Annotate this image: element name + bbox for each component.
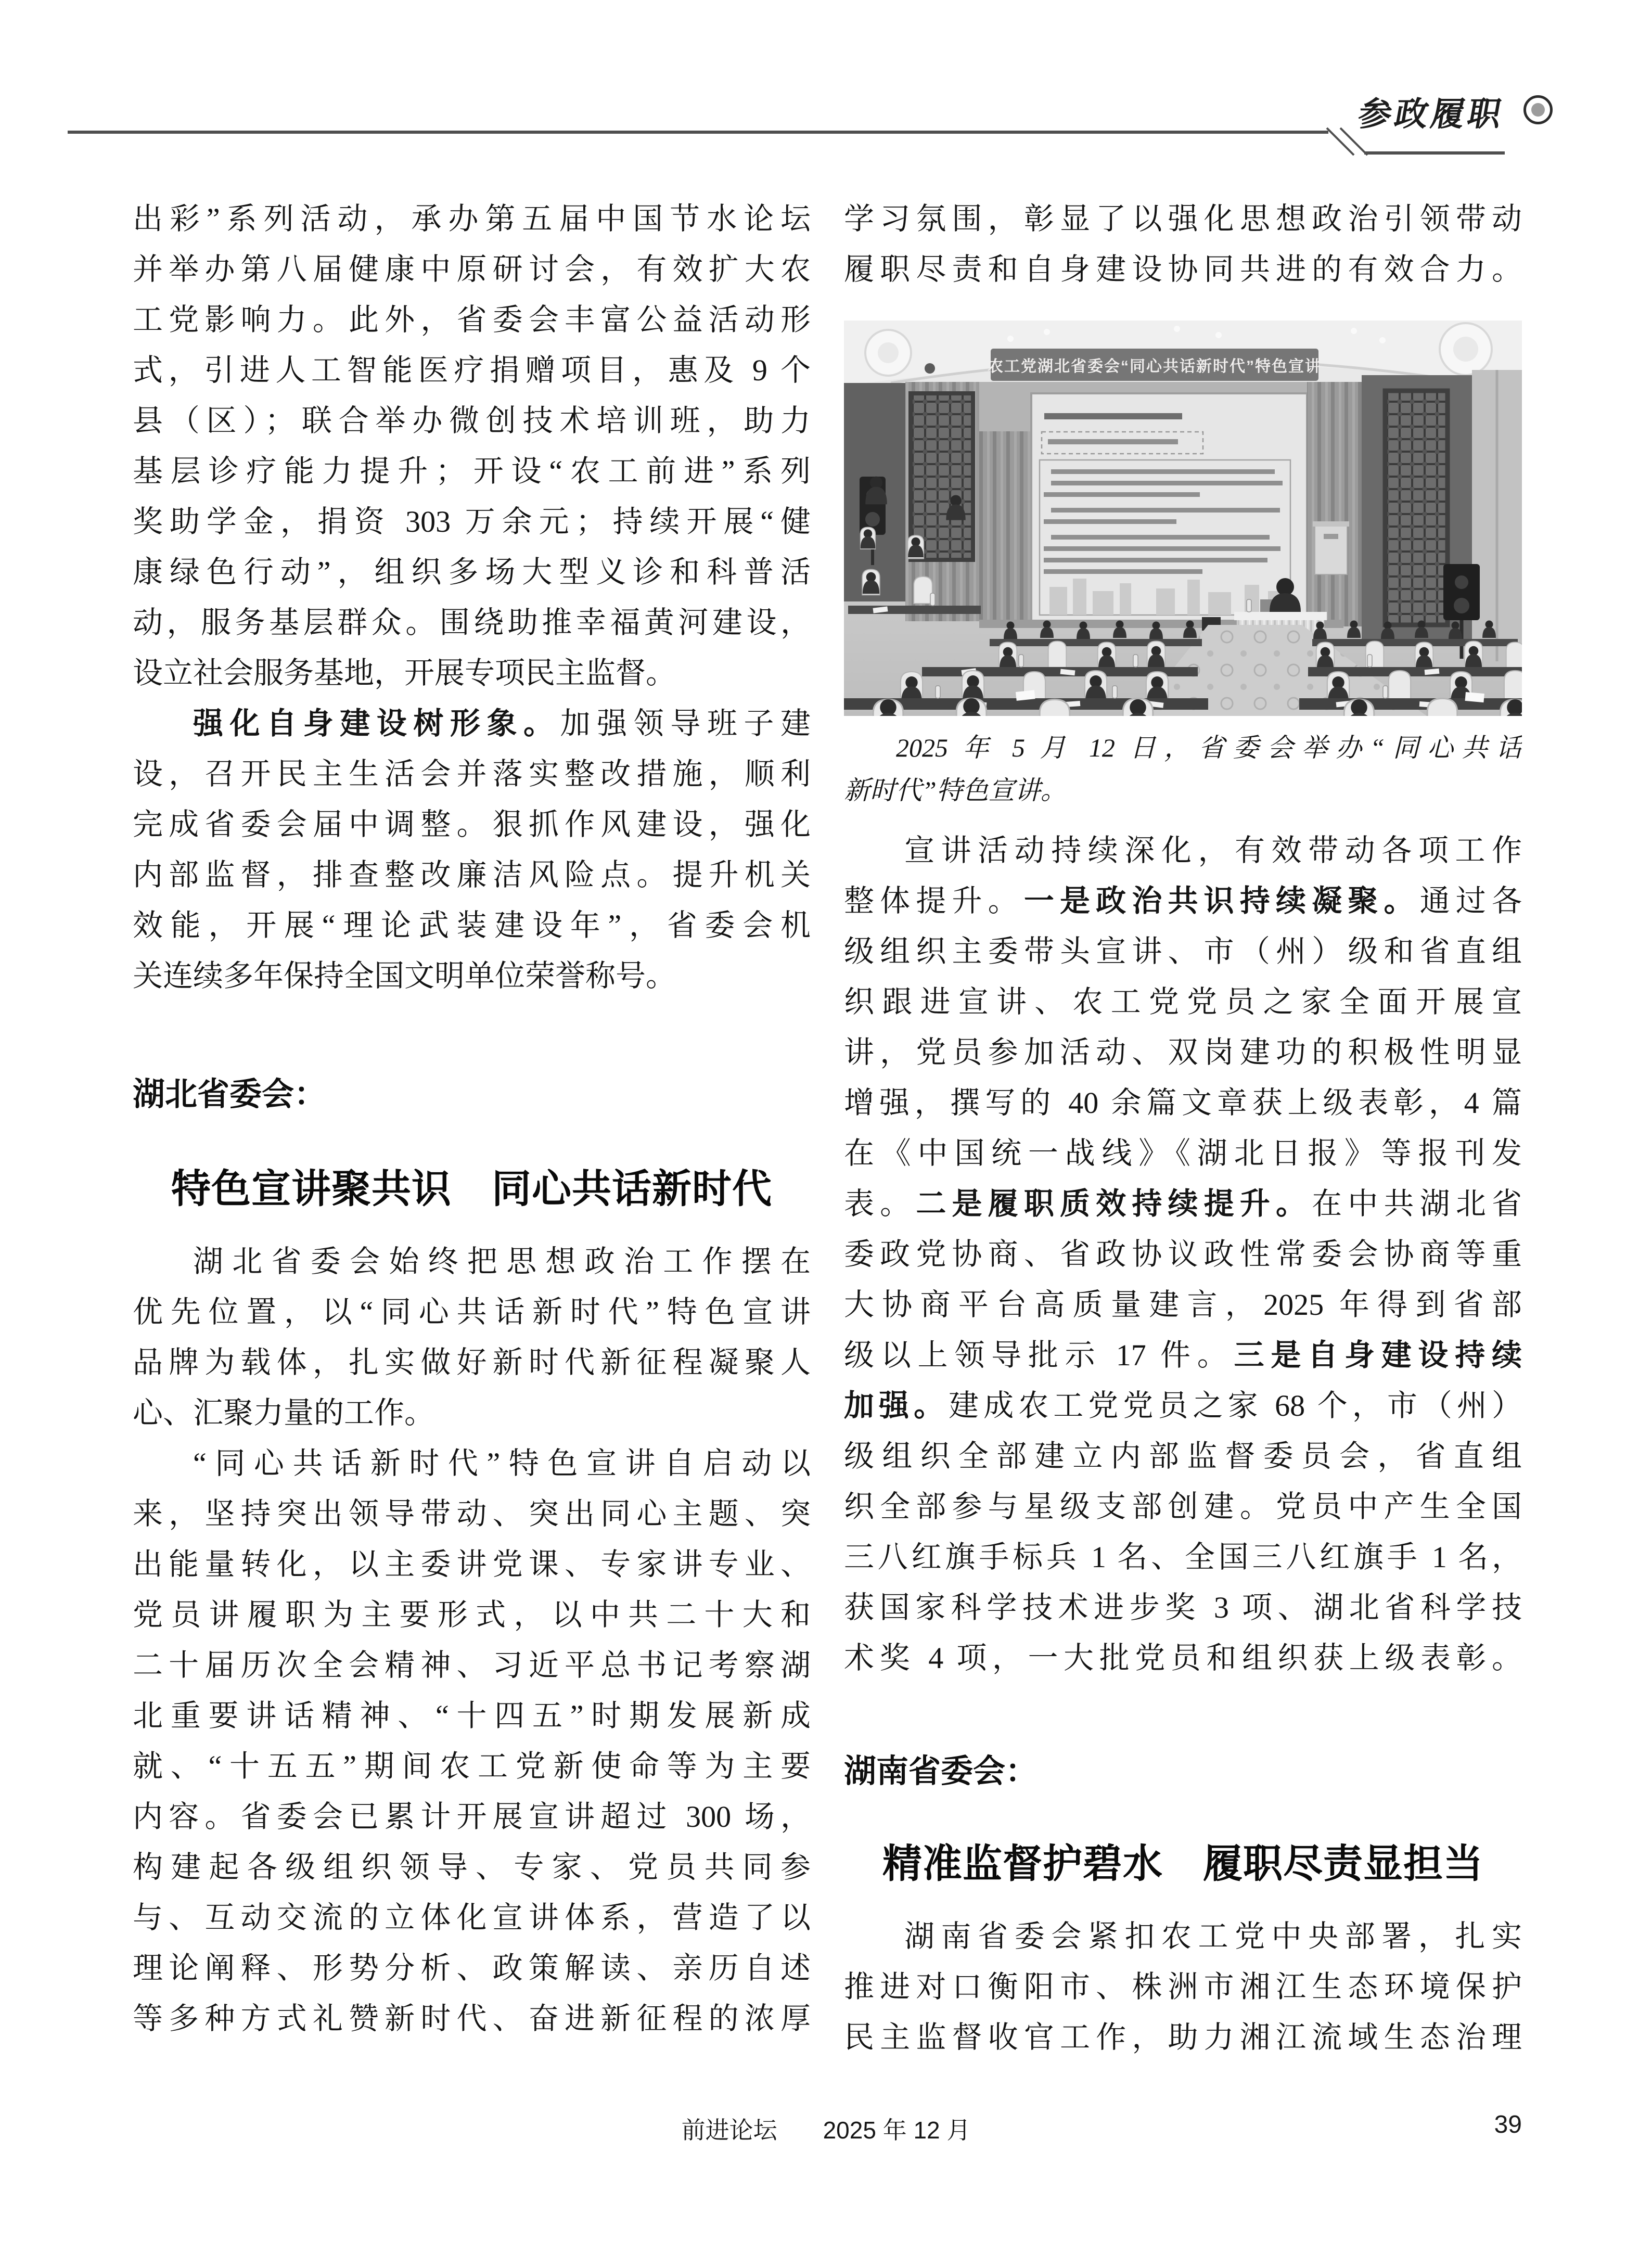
text-line bbox=[133, 1287, 811, 1337]
body-text: 宣讲活动持续深化，有效带动各项工作 bbox=[904, 834, 1522, 867]
text-line bbox=[844, 1962, 1522, 2012]
body-text: 内容。省委会已累计开展宣讲超过 300 场， bbox=[133, 1800, 811, 1834]
text-line bbox=[133, 1842, 811, 1892]
body-text: 关连续多年保持全国文明单位荣誉称号。 bbox=[133, 959, 676, 993]
body-text: 与、互动交流的立体化宣讲体系，营造了以 bbox=[133, 1901, 811, 1934]
text-line bbox=[844, 194, 1522, 244]
paragraph-block bbox=[133, 194, 811, 1001]
text-line bbox=[844, 825, 1522, 876]
text-line bbox=[844, 1532, 1522, 1582]
text-line bbox=[133, 547, 811, 597]
body-text: 并举办第八届健康中原研讨会，有效扩大农 bbox=[133, 252, 811, 286]
text-line bbox=[844, 1229, 1522, 1279]
text-line bbox=[844, 1633, 1522, 1683]
text-line bbox=[133, 1489, 811, 1539]
body-text: 基层诊疗能力提升；开设“农工前进”系列 bbox=[133, 454, 811, 488]
text-line bbox=[133, 345, 811, 395]
body-text: 级组织全部建立内部监督委员会，省直组 bbox=[844, 1439, 1522, 1473]
body-text: 在中共湖北省 bbox=[1312, 1187, 1522, 1221]
text-line bbox=[844, 1330, 1522, 1380]
body-text: 新时代”特色宣讲。 bbox=[844, 776, 1067, 805]
photo-caption bbox=[844, 726, 1522, 812]
text-line bbox=[133, 1690, 811, 1741]
text-line bbox=[133, 1337, 811, 1388]
text-line bbox=[133, 1791, 811, 1842]
lattice-panel-left bbox=[911, 393, 973, 560]
text-line bbox=[133, 395, 811, 446]
text-line bbox=[844, 1911, 1522, 1962]
body-text: 出能量转化，以主委讲党课、专家讲专业、 bbox=[133, 1547, 811, 1581]
text-line bbox=[133, 1943, 811, 1993]
meeting-photo-illustration bbox=[844, 321, 1522, 716]
body-text: 术奖 4 项，一大批党员和组织获上级表彰。 bbox=[844, 1641, 1522, 1675]
text-line bbox=[133, 1993, 811, 2044]
meeting-photo bbox=[844, 321, 1522, 716]
text-line bbox=[844, 1128, 1522, 1178]
text-line bbox=[133, 1640, 811, 1690]
lectern bbox=[1313, 521, 1349, 574]
body-text: 委政党协商、省政协议政性常委会协商等重 bbox=[844, 1237, 1522, 1271]
text-line bbox=[133, 799, 811, 850]
body-text: 在《中国统一战线》《湖北日报》等报刊发 bbox=[844, 1136, 1522, 1170]
text-line bbox=[133, 597, 811, 648]
body-text: 增强，撰写的 40 余篇文章获上级表彰，4 篇 bbox=[844, 1086, 1522, 1120]
bullseye-icon bbox=[1523, 95, 1553, 124]
text-line bbox=[133, 194, 811, 244]
body-text: 理论阐释、形势分析、政策解读、亲历自述 bbox=[133, 1951, 811, 1985]
body-text: 表。 bbox=[844, 1187, 916, 1221]
body-text: 建成农工党党员之家 68 个，市（州） bbox=[949, 1389, 1522, 1423]
text-line bbox=[133, 1236, 811, 1287]
body-text: 湖南省委会紧扣农工党中央部署，扎实 bbox=[904, 1919, 1522, 1953]
text-line bbox=[844, 2012, 1522, 2062]
text-line bbox=[133, 1892, 811, 1943]
page-section-title: 参政履职 bbox=[1355, 96, 1508, 133]
body-text: 效能，开展“理论武装建设年”，省委会机 bbox=[133, 908, 811, 942]
body-text: 织跟进宣讲、农工党党员之家全面开展宣 bbox=[844, 985, 1522, 1019]
body-text: 民主监督收官工作，助力湘江流域生态治理 bbox=[844, 2020, 1522, 2054]
text-line bbox=[133, 294, 811, 345]
bold-lead-text: 三是自身建设持续 bbox=[1234, 1338, 1522, 1372]
text-line bbox=[844, 926, 1522, 977]
body-text: 康绿色行动”，组织多场大型义诊和科普活 bbox=[133, 555, 811, 589]
text-line bbox=[133, 749, 811, 799]
body-text: 工党影响力。此外，省委会丰富公益活动形 bbox=[133, 303, 811, 337]
text-line bbox=[133, 496, 811, 547]
bold-lead-text: 强化自身建设树形象。 bbox=[193, 707, 560, 740]
text-line bbox=[844, 769, 1522, 812]
body-text: 完成省委会届中调整。狠抓作风建设，强化 bbox=[133, 808, 811, 841]
page-footer bbox=[0, 2111, 1652, 2146]
bullseye-dot bbox=[1531, 103, 1545, 117]
ceiling-camera bbox=[925, 363, 935, 374]
curtain-right bbox=[1307, 382, 1362, 626]
body-text: 来，坚持突出领导带动、突出同心主题、突 bbox=[133, 1497, 811, 1531]
article-title-hubei: 特色宣讲聚共识 同心共话新时代 bbox=[171, 1167, 772, 1211]
body-text: 构建起各级组织领导、专家、党员共同参 bbox=[133, 1850, 811, 1884]
text-line bbox=[844, 1279, 1522, 1330]
text-line bbox=[133, 698, 811, 749]
text-line bbox=[133, 446, 811, 496]
text-line bbox=[133, 244, 811, 294]
text-line bbox=[844, 876, 1522, 926]
text-line bbox=[844, 1178, 1522, 1229]
body-text: “同心共话新时代”特色宣讲自启动以 bbox=[193, 1446, 811, 1480]
paragraph-block bbox=[844, 194, 1522, 294]
text-line bbox=[133, 850, 811, 900]
body-text: 设立社会服务基地，开展专项民主监督。 bbox=[133, 656, 676, 690]
text-line bbox=[133, 648, 811, 698]
text-line bbox=[844, 244, 1522, 294]
body-text: 出彩”系列活动，承办第五届中国节水论坛 bbox=[133, 202, 811, 236]
text-line bbox=[133, 1388, 811, 1438]
body-text: 获国家科学技术进步奖 3 项、湖北省科学技 bbox=[844, 1591, 1522, 1624]
body-text: 设，召开民主生活会并落实整改措施，顺利 bbox=[133, 757, 811, 791]
body-text: 动，服务基层群众。围绕助推幸福黄河建设， bbox=[133, 606, 811, 639]
issue-date: 2025 年 12 月 bbox=[823, 2117, 971, 2144]
body-text: 就、“十五五”期间农工党新使命等为主要 bbox=[133, 1749, 811, 1783]
text-line bbox=[844, 1078, 1522, 1128]
text-line bbox=[133, 951, 811, 1001]
body-text: 北重要讲话精神、“十四五”时期发展新成 bbox=[133, 1699, 811, 1733]
body-text: 品牌为载体，扎实做好新时代新征程凝聚人 bbox=[133, 1346, 811, 1379]
body-text: 大协商平台高质量建言，2025 年得到省部 bbox=[844, 1288, 1522, 1322]
paragraph-block bbox=[844, 1911, 1522, 2062]
header-rule bbox=[0, 0, 1652, 172]
page-number: 39 bbox=[1494, 2111, 1522, 2138]
text-line bbox=[844, 977, 1522, 1027]
text-line bbox=[844, 1380, 1522, 1431]
text-line bbox=[844, 1582, 1522, 1633]
body-text: 织全部参与星级支部创建。党员中产生全国 bbox=[844, 1490, 1522, 1523]
text-line bbox=[844, 1027, 1522, 1078]
projection-screen bbox=[1031, 393, 1307, 621]
body-text: 党员讲履职为主要形式，以中共二十大和 bbox=[133, 1598, 811, 1632]
text-line bbox=[844, 1431, 1522, 1481]
body-text: 整体提升。 bbox=[844, 884, 1024, 918]
body-text: 履职尽责和自身建设协同共进的有效合力。 bbox=[844, 252, 1522, 286]
text-line bbox=[844, 726, 1522, 769]
name-card bbox=[1465, 692, 1484, 702]
body-text: 心、汇聚力量的工作。 bbox=[133, 1396, 435, 1430]
body-text: 内部监督，排查整改廉洁风险点。提升机关 bbox=[133, 858, 811, 892]
paragraph-block bbox=[133, 1236, 811, 2044]
body-text: 加强领导班子建 bbox=[560, 707, 811, 740]
body-text: 优先位置，以“同心共话新时代”特色宣讲 bbox=[133, 1295, 811, 1329]
text-line bbox=[133, 900, 811, 951]
bold-lead-text: 一是政治共识持续凝聚。 bbox=[1023, 884, 1420, 918]
text-line bbox=[133, 1539, 811, 1590]
bold-lead-text: 二是履职质效持续提升。 bbox=[916, 1187, 1312, 1221]
body-text: 级组织主委带头宣讲、市（州）级和省直组 bbox=[844, 934, 1522, 968]
section-heading-hubei: 湖北省委会： bbox=[133, 1077, 327, 1112]
body-text: 讲，党员参加活动、双岗建功的积极性明显 bbox=[844, 1035, 1522, 1069]
left-column bbox=[133, 194, 811, 2044]
body-text: 2025 年 5 月 12 日，省委会举办“同心共话 bbox=[896, 733, 1522, 762]
journal-name: 前进论坛 bbox=[681, 2117, 777, 2144]
body-text: 湖北省委会始终把思想政治工作摆在 bbox=[193, 1245, 811, 1278]
body-text: 学习氛围，彰显了以强化思想政治引领带动 bbox=[844, 202, 1522, 236]
lattice-panel-right bbox=[1385, 391, 1448, 625]
body-text: 等多种方式礼赞新时代、奋进新征程的浓厚 bbox=[133, 2002, 811, 2035]
right-column bbox=[844, 194, 1522, 2062]
body-text: 级以上领导批示 17 件。 bbox=[844, 1338, 1234, 1372]
body-text: 县（区）；联合举办微创技术培训班，助力 bbox=[133, 404, 811, 438]
banner-text: 农工党湖北省委会“同心共话新时代”特色宣讲 bbox=[988, 358, 1322, 375]
article-title-hunan: 精准监督护碧水 履职尽责显担当 bbox=[882, 1842, 1483, 1886]
body-text: 三八红旗手标兵 1 名、全国三八红旗手 1 名， bbox=[844, 1540, 1522, 1574]
body-text: 式，引进人工智能医疗捐赠项目，惠及 9 个 bbox=[133, 353, 811, 387]
body-text: 二十届历次全会精神、习近平总书记考察湖 bbox=[133, 1648, 811, 1682]
body-text: 推进对口衡阳市、株洲市湘江生态环境保护 bbox=[844, 1970, 1522, 2004]
text-line bbox=[133, 1438, 811, 1489]
text-line bbox=[133, 1741, 811, 1791]
text-line bbox=[133, 1590, 811, 1640]
paragraph-block bbox=[844, 825, 1522, 1683]
bold-lead-text: 加强。 bbox=[844, 1389, 949, 1423]
body-text: 通过各 bbox=[1419, 884, 1522, 918]
text-line bbox=[844, 1481, 1522, 1532]
body-text: 奖助学金，捐资 303 万余元；持续开展“健 bbox=[133, 505, 811, 539]
section-heading-hunan: 湖南省委会： bbox=[844, 1753, 1038, 1789]
